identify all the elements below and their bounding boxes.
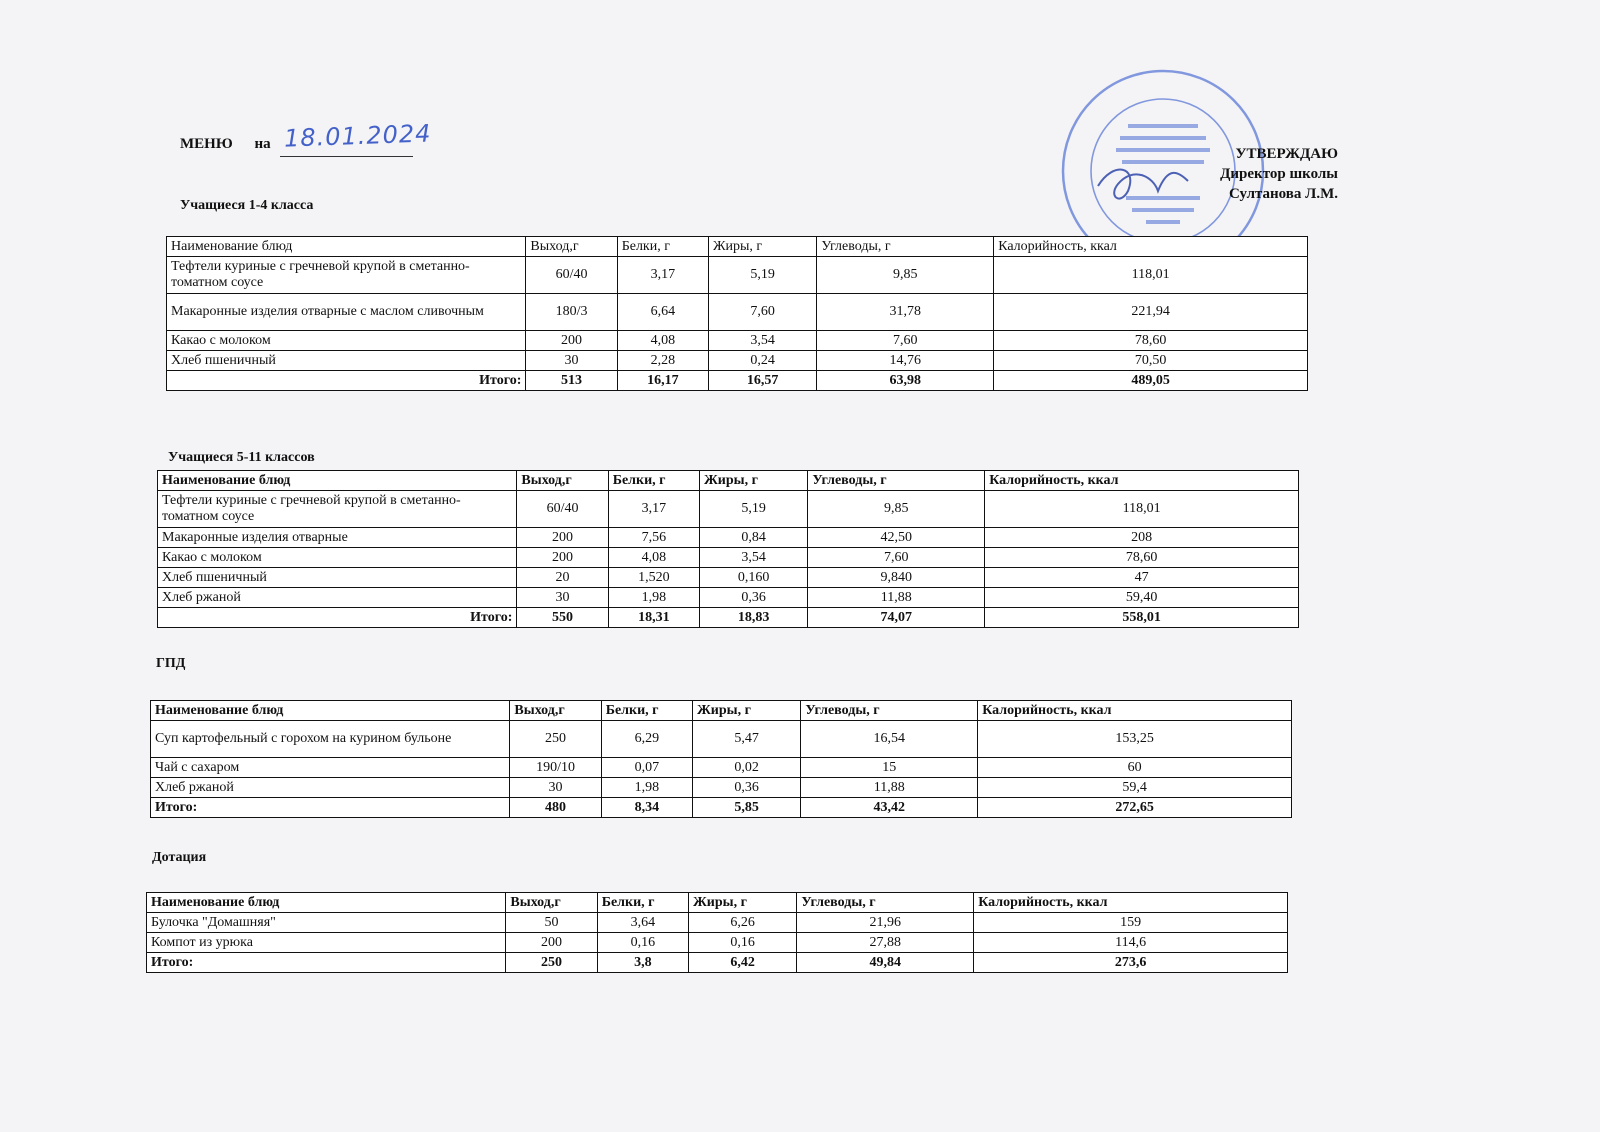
nutrition-value: 31,78 [817, 294, 994, 331]
nutrition-value: 3,64 [597, 913, 688, 933]
total-value: 49,84 [797, 953, 974, 973]
dish-name: Макаронные изделия отварные с маслом сливочным [167, 294, 526, 331]
total-value: 5,85 [692, 798, 800, 818]
column-header: Выход,г [506, 893, 597, 913]
table-row [158, 528, 1299, 548]
column-header: Калорийность, ккал [994, 237, 1308, 257]
total-value: 63,98 [817, 371, 994, 391]
column-header: Белки, г [608, 471, 699, 491]
total-label: Итого: [158, 608, 517, 628]
column-header: Калорийность, ккал [974, 893, 1288, 913]
nutrition-value: 3,54 [699, 548, 807, 568]
total-row [151, 798, 1292, 818]
nutrition-value: 0,07 [601, 758, 692, 778]
nutrition-value: 0,24 [708, 351, 816, 371]
nutrition-value: 9,85 [817, 257, 994, 294]
column-header: Белки, г [617, 237, 708, 257]
column-header: Углеводы, г [801, 701, 978, 721]
nutrition-value: 60 [978, 758, 1292, 778]
nutrition-value: 0,36 [692, 778, 800, 798]
total-label: Итого: [147, 953, 506, 973]
nutrition-value: 3,17 [617, 257, 708, 294]
total-value: 250 [506, 953, 597, 973]
column-header: Выход,г [517, 471, 608, 491]
nutrition-value: 118,01 [994, 257, 1308, 294]
total-row [147, 953, 1288, 973]
dish-name: Макаронные изделия отварные [158, 528, 517, 548]
column-header: Белки, г [597, 893, 688, 913]
dish-name: Хлеб ржаной [151, 778, 510, 798]
total-value: 43,42 [801, 798, 978, 818]
nutrition-value: 9,840 [808, 568, 985, 588]
nutrition-value: 6,64 [617, 294, 708, 331]
dish-name: Хлеб ржаной [158, 588, 517, 608]
table-header-row [158, 471, 1299, 491]
nutrition-value: 3,17 [608, 491, 699, 528]
column-header: Наименование блюд [151, 701, 510, 721]
nutrition-value: 59,4 [978, 778, 1292, 798]
nutrition-value: 0,160 [699, 568, 807, 588]
column-header: Жиры, г [708, 237, 816, 257]
nutrition-value: 30 [510, 778, 601, 798]
table-header-row [151, 701, 1292, 721]
column-header: Жиры, г [688, 893, 796, 913]
total-value: 74,07 [808, 608, 985, 628]
approval-block [1220, 144, 1338, 204]
total-value: 272,65 [978, 798, 1292, 818]
dish-name: Булочка "Домашняя" [147, 913, 506, 933]
nutrition-value: 70,50 [994, 351, 1308, 371]
section-title-1-4: Учащиеся 1-4 класса [180, 198, 314, 213]
column-header: Наименование блюд [147, 893, 506, 913]
nutrition-value: 59,40 [985, 588, 1299, 608]
table-row [151, 758, 1292, 778]
nutrition-value: 250 [510, 721, 601, 758]
nutrition-value: 4,08 [608, 548, 699, 568]
nutrition-value: 7,60 [817, 331, 994, 351]
total-row [167, 371, 1308, 391]
column-header: Наименование блюд [167, 237, 526, 257]
column-header: Выход,г [526, 237, 617, 257]
table-row [158, 548, 1299, 568]
nutrition-value: 11,88 [808, 588, 985, 608]
section-title-dotation: Дотация [152, 850, 207, 865]
nutrition-value: 6,29 [601, 721, 692, 758]
nutrition-value: 42,50 [808, 528, 985, 548]
total-value: 550 [517, 608, 608, 628]
nutrition-value: 180/3 [526, 294, 617, 331]
total-value: 16,57 [708, 371, 816, 391]
total-value: 8,34 [601, 798, 692, 818]
nutrition-value: 6,26 [688, 913, 796, 933]
nutrition-value: 16,54 [801, 721, 978, 758]
column-header: Калорийность, ккал [985, 471, 1299, 491]
menu-table-5-11 [157, 470, 1299, 628]
column-header: Углеводы, г [808, 471, 985, 491]
nutrition-value: 47 [985, 568, 1299, 588]
dish-name: Хлеб пшеничный [158, 568, 517, 588]
dish-name: Хлеб пшеничный [167, 351, 526, 371]
nutrition-value: 7,56 [608, 528, 699, 548]
nutrition-value: 5,19 [708, 257, 816, 294]
nutrition-value: 1,520 [608, 568, 699, 588]
nutrition-value: 200 [517, 528, 608, 548]
table-row [147, 933, 1288, 953]
dish-name: Какао с молоком [167, 331, 526, 351]
dish-name: Тефтели куриные с гречневой крупой в сметанно-томатном соусе [167, 257, 526, 294]
table-header-row [147, 893, 1288, 913]
nutrition-value: 190/10 [510, 758, 601, 778]
table-row [147, 913, 1288, 933]
menu-title [180, 136, 271, 153]
nutrition-value: 5,47 [692, 721, 800, 758]
nutrition-value: 118,01 [985, 491, 1299, 528]
table-row [167, 351, 1308, 371]
table-row [167, 257, 1308, 294]
total-value: 513 [526, 371, 617, 391]
column-header: Калорийность, ккал [978, 701, 1292, 721]
table-row [167, 331, 1308, 351]
total-value: 489,05 [994, 371, 1308, 391]
total-row [158, 608, 1299, 628]
total-value: 480 [510, 798, 601, 818]
table-row [167, 294, 1308, 331]
table-row [151, 778, 1292, 798]
dish-name: Компот из урюка [147, 933, 506, 953]
column-header: Белки, г [601, 701, 692, 721]
nutrition-value: 14,76 [817, 351, 994, 371]
nutrition-value: 15 [801, 758, 978, 778]
nutrition-value: 0,84 [699, 528, 807, 548]
total-value: 3,8 [597, 953, 688, 973]
menu-table-dotation [146, 892, 1288, 973]
na-label: на [254, 136, 271, 152]
table-header-row [167, 237, 1308, 257]
total-value: 18,83 [699, 608, 807, 628]
table-row [158, 491, 1299, 528]
nutrition-value: 30 [526, 351, 617, 371]
nutrition-value: 50 [506, 913, 597, 933]
total-value: 6,42 [688, 953, 796, 973]
nutrition-value: 0,36 [699, 588, 807, 608]
menu-table-gpd [150, 700, 1292, 818]
section-title-5-11: Учащиеся 5-11 классов [168, 450, 315, 465]
total-value: 558,01 [985, 608, 1299, 628]
column-header: Углеводы, г [817, 237, 994, 257]
table-row [158, 568, 1299, 588]
total-value: 273,6 [974, 953, 1288, 973]
director-name: Султанова Л.М. [1228, 186, 1338, 202]
table-row [151, 721, 1292, 758]
nutrition-value: 221,94 [994, 294, 1308, 331]
column-header: Наименование блюд [158, 471, 517, 491]
nutrition-value: 4,08 [617, 331, 708, 351]
nutrition-value: 5,19 [699, 491, 807, 528]
dish-name: Чай с сахаром [151, 758, 510, 778]
total-value: 18,31 [608, 608, 699, 628]
nutrition-value: 60/40 [517, 491, 608, 528]
nutrition-value: 3,54 [708, 331, 816, 351]
dish-name: Какао с молоком [158, 548, 517, 568]
nutrition-value: 1,98 [601, 778, 692, 798]
nutrition-value: 27,88 [797, 933, 974, 953]
nutrition-value: 78,60 [985, 548, 1299, 568]
nutrition-value: 1,98 [608, 588, 699, 608]
column-header: Жиры, г [699, 471, 807, 491]
dish-name: Суп картофельный с горохом на курином бульоне [151, 721, 510, 758]
nutrition-value: 20 [517, 568, 608, 588]
nutrition-value: 200 [517, 548, 608, 568]
director-title: Директор школы [1220, 166, 1338, 182]
column-header: Углеводы, г [797, 893, 974, 913]
table-row [158, 588, 1299, 608]
menu-label: МЕНЮ [180, 136, 233, 152]
menu-table-1-4 [166, 236, 1308, 391]
nutrition-value: 114,6 [974, 933, 1288, 953]
nutrition-value: 7,60 [808, 548, 985, 568]
approve-label: УТВЕРЖДАЮ [1235, 146, 1338, 162]
nutrition-value: 200 [506, 933, 597, 953]
section-title-gpd: ГПД [156, 656, 186, 671]
column-header: Жиры, г [692, 701, 800, 721]
total-label: Итого: [151, 798, 510, 818]
nutrition-value: 78,60 [994, 331, 1308, 351]
nutrition-value: 9,85 [808, 491, 985, 528]
nutrition-value: 21,96 [797, 913, 974, 933]
nutrition-value: 11,88 [801, 778, 978, 798]
nutrition-value: 208 [985, 528, 1299, 548]
nutrition-value: 153,25 [978, 721, 1292, 758]
nutrition-value: 2,28 [617, 351, 708, 371]
nutrition-value: 30 [517, 588, 608, 608]
dish-name: Тефтели куриные с гречневой крупой в сметанно-томатном соусе [158, 491, 517, 528]
nutrition-value: 60/40 [526, 257, 617, 294]
total-label: Итого: [167, 371, 526, 391]
nutrition-value: 0,16 [597, 933, 688, 953]
column-header: Выход,г [510, 701, 601, 721]
nutrition-value: 7,60 [708, 294, 816, 331]
nutrition-value: 0,02 [692, 758, 800, 778]
nutrition-value: 0,16 [688, 933, 796, 953]
handwritten-date: 18.01.2024 [283, 119, 432, 153]
total-value: 16,17 [617, 371, 708, 391]
nutrition-value: 200 [526, 331, 617, 351]
nutrition-value: 159 [974, 913, 1288, 933]
